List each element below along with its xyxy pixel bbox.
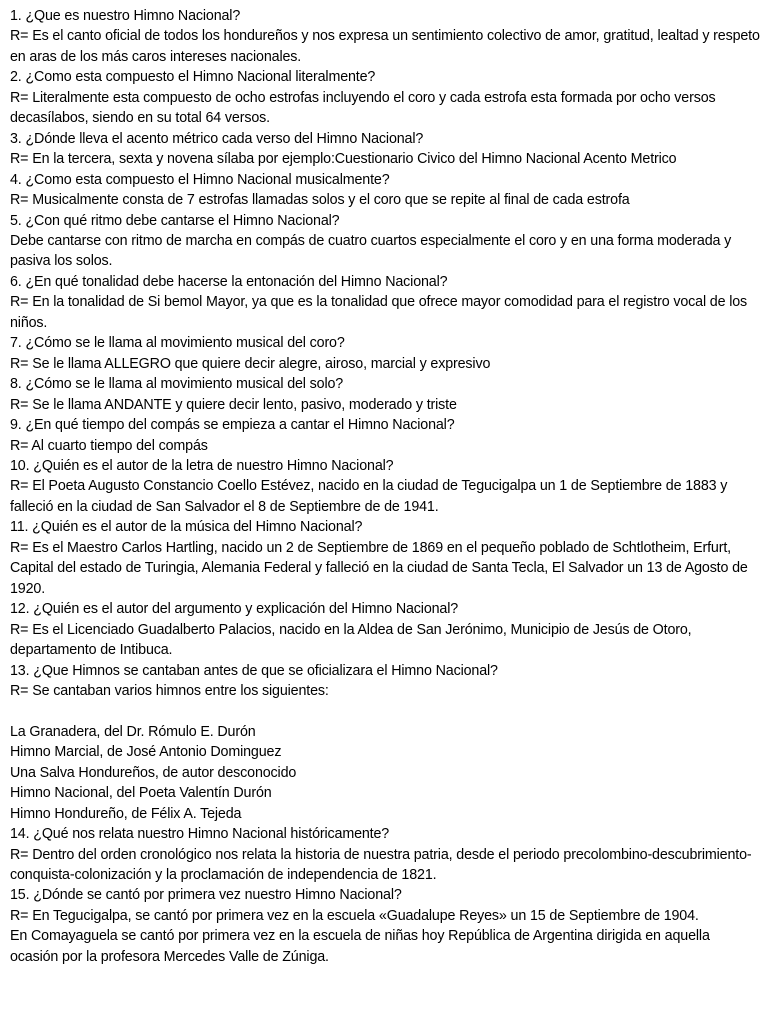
hymn-list-item: Himno Marcial, de José Antonio Dominguez bbox=[10, 744, 282, 761]
question-8: 8. ¿Cómo se le llama al movimiento musical del solo? bbox=[10, 376, 344, 393]
question-4: 4. ¿Como esta compuesto el Himno Nacional musicalmente? bbox=[10, 171, 390, 188]
document-body bbox=[10, 6, 760, 967]
question-13: 13. ¿Que Himnos se cantaban antes de que se oficializara el Himno Nacional? bbox=[10, 662, 498, 679]
answer-2: R= Literalmente esta compuesto de ocho estrofas incluyendo el coro y cada estrofa esta formada por ocho versos decasílabos, siendo en su total 64 versos. bbox=[10, 89, 716, 127]
question-10: 10. ¿Quién es el autor de la letra de nuestro Himno Nacional? bbox=[10, 457, 394, 474]
answer-10: R= El Poeta Augusto Constancio Coello Estévez, nacido en la ciudad de Tegucigalpa un 1 de Septiembre de 1883 y falleció en la ciudad de San Salvador el 8 de Septiembre de de 1941. bbox=[10, 478, 728, 515]
question-2: 2. ¿Como esta compuesto el Himno Nacional literalmente? bbox=[10, 69, 376, 86]
answer-14: R= Dentro del orden cronológico nos relata la historia de nuestra patria, desde el periodo precolombino-descubrimiento-conquista-colonización y la proclamación de independencia de 1821. bbox=[10, 846, 752, 884]
question-14: 14. ¿Qué nos relata nuestro Himno Nacional históricamente? bbox=[10, 826, 390, 843]
question-3: 3. ¿Dónde lleva el acento métrico cada verso del Himno Nacional? bbox=[10, 130, 424, 147]
answer-5: Debe cantarse con ritmo de marcha en compás de cuatro cuartos especialmente el coro y en una forma moderada y pasiva los solos. bbox=[10, 232, 732, 270]
answer-8: R= Se le llama ANDANTE y quiere decir lento, pasivo, moderado y triste bbox=[10, 396, 457, 413]
question-15: 15. ¿Dónde se cantó por primera vez nuestro Himno Nacional? bbox=[10, 887, 402, 904]
question-12: 12. ¿Quién es el autor del argumento y explicación del Himno Nacional? bbox=[10, 601, 459, 618]
answer-6: R= En la tonalidad de Si bemol Mayor, ya que es la tonalidad que ofrece mayor comodidad para el registro vocal de los niños. bbox=[10, 294, 748, 331]
answer-1: R= Es el canto oficial de todos los hondureños y nos expresa un sentimiento colectivo de amor, gratitud, lealtad y respeto en aras de los más caros intereses nacionales. bbox=[10, 28, 760, 65]
answer-13: R= Se cantaban varios himnos entre los siguientes: bbox=[10, 682, 329, 699]
hymn-list-item: Una Salva Hondureños, de autor desconocido bbox=[10, 764, 297, 781]
blank-line bbox=[10, 701, 760, 721]
question-1: 1. ¿Que es nuestro Himno Nacional? bbox=[10, 8, 241, 24]
hymn-list-item: La Granadera, del Dr. Rómulo E. Durón bbox=[10, 723, 256, 740]
answer-7: R= Se le llama ALLEGRO que quiere decir alegre, airoso, marcial y expresivo bbox=[10, 355, 491, 372]
question-9: 9. ¿En qué tiempo del compás se empieza a cantar el Himno Nacional? bbox=[10, 417, 455, 434]
hymn-list-item: Himno Hondureño, de Félix A. Tejeda bbox=[10, 805, 242, 822]
answer-15: R= En Tegucigalpa, se cantó por primera vez en la escuela «Guadalupe Reyes» un 15 de Septiembre de 1904. bbox=[10, 907, 699, 924]
question-7: 7. ¿Cómo se le llama al movimiento musical del coro? bbox=[10, 335, 345, 352]
answer-9: R= Al cuarto tiempo del compás bbox=[10, 437, 208, 454]
answer-12: R= Es el Licenciado Guadalberto Palacios, nacido en la Aldea de San Jerónimo, Municipio de Jesús de Otoro, departamento de Intibuca. bbox=[10, 621, 692, 659]
answer-3: R= En la tercera, sexta y novena sílaba por ejemplo:Cuestionario Civico del Himno Nacional Acento Metrico bbox=[10, 151, 677, 168]
question-11: 11. ¿Quién es el autor de la música del Himno Nacional? bbox=[10, 519, 363, 536]
answer-4: R= Musicalmente consta de 7 estrofas llamadas solos y el coro que se repite al final de cada estrofa bbox=[10, 192, 630, 209]
hymn-list-item: Himno Nacional, del Poeta Valentín Durón bbox=[10, 785, 272, 802]
answer-11: R= Es el Maestro Carlos Hartling, nacido un 2 de Septiembre de 1869 en el pequeño poblado de Schtlotheim, Erfurt, Capital del estado de Turingia, Alemania Federal y falleció en la ciudad de Santa Tecla, El Salvador un 13 de Agosto de 1920. bbox=[10, 539, 748, 597]
answer-15-continued: En Comayaguela se cantó por primera vez en la escuela de niñas hoy República de Argentina dirigida en aquella ocasión por la profesora Mercedes Valle de Zúniga. bbox=[10, 928, 710, 965]
question-5: 5. ¿Con qué ritmo debe cantarse el Himno Nacional? bbox=[10, 212, 340, 229]
question-6: 6. ¿En qué tonalidad debe hacerse la entonación del Himno Nacional? bbox=[10, 273, 448, 290]
